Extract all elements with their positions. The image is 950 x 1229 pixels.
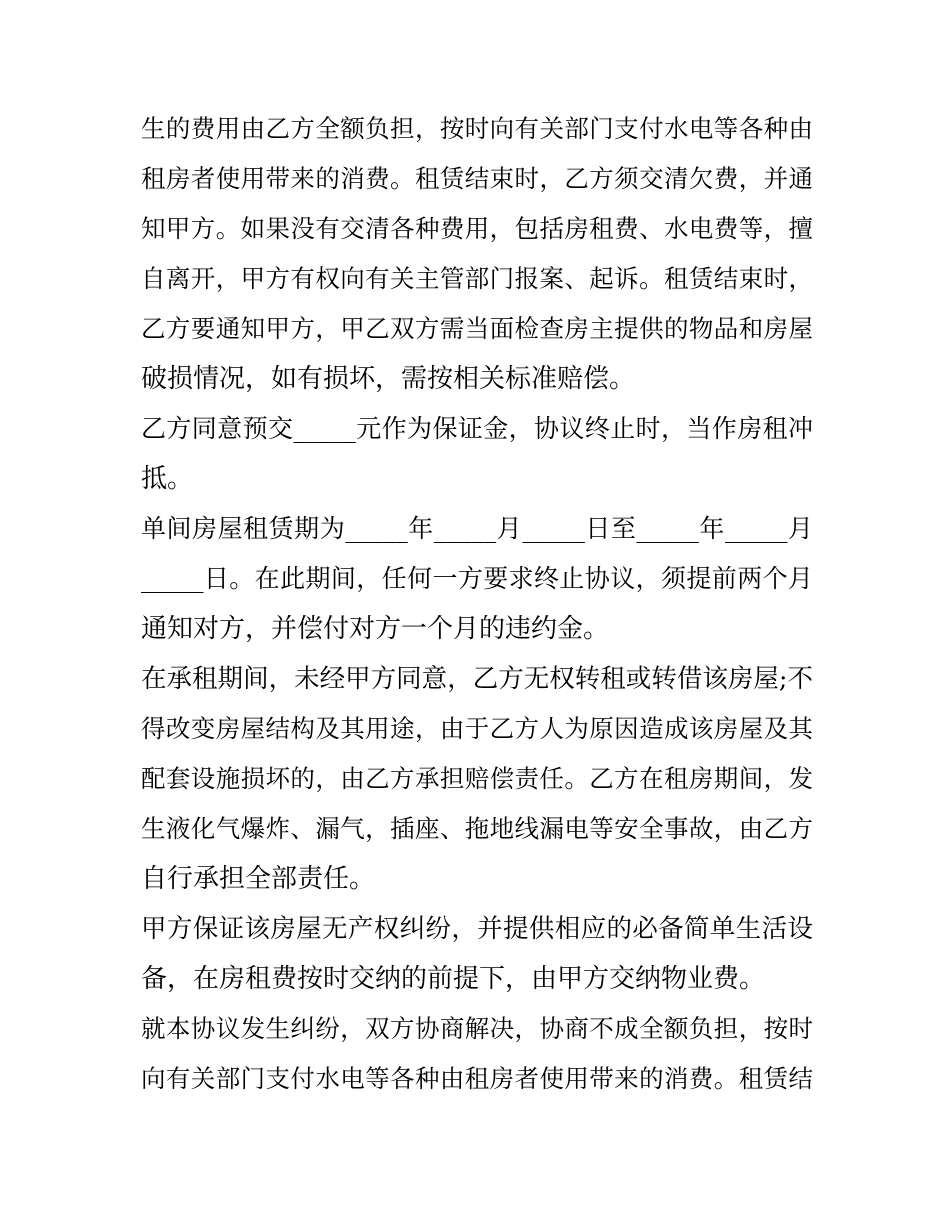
text-line: 乙方同意预交_____元作为保证金，协议终止时，当作房租冲 — [141, 414, 813, 443]
text-line: 抵。 — [141, 464, 194, 494]
text-line: 自行承担全部责任。 — [141, 864, 376, 894]
text-line: 知甲方。如果没有交清各种费用，包括房租费、水电费等，擅 — [141, 214, 813, 243]
text-line: 配套设施损坏的，由乙方承担赔偿责任。乙方在租房期间，发 — [141, 764, 813, 793]
text-line: 备，在房租费按时交纳的前提下，由甲方交纳物业费。 — [141, 964, 766, 994]
text-line: 向有关部门支付水电等各种由租房者使用带来的消费。租赁结 — [141, 1064, 813, 1093]
text-line: 自离开，甲方有权向有关主管部门报案、起诉。租赁结束时， — [141, 264, 813, 293]
text-line: 就本协议发生纠纷，双方协商解决，协商不成全额负担，按时 — [141, 1014, 813, 1043]
text-line: 单间房屋租赁期为_____年_____月_____日至_____年_____月 — [141, 514, 813, 543]
text-line: 得改变房屋结构及其用途，由于乙方人为原因造成该房屋及其 — [141, 714, 813, 743]
text-line: 通知对方，并偿付对方一个月的违约金。 — [141, 614, 610, 644]
text-line: 生的费用由乙方全额负担，按时向有关部门支付水电等各种由 — [141, 114, 813, 143]
text-line: 破损情况，如有损坏，需按相关标准赔偿。 — [141, 364, 636, 394]
text-line: 在承租期间，未经甲方同意，乙方无权转租或转借该房屋;不 — [141, 664, 813, 694]
document-body — [141, 104, 813, 1104]
text-line: _____日。在此期间，任何一方要求终止协议，须提前两个月 — [141, 564, 813, 593]
text-line: 乙方要通知甲方，甲乙双方需当面检查房主提供的物品和房屋 — [141, 314, 813, 343]
text-line: 生液化气爆炸、漏气，插座、拖地线漏电等安全事故，由乙方 — [141, 814, 813, 843]
text-line: 甲方保证该房屋无产权纠纷，并提供相应的必备简单生活设 — [141, 914, 813, 944]
text-line: 租房者使用带来的消费。租赁结束时，乙方须交清欠费，并通 — [141, 164, 813, 193]
